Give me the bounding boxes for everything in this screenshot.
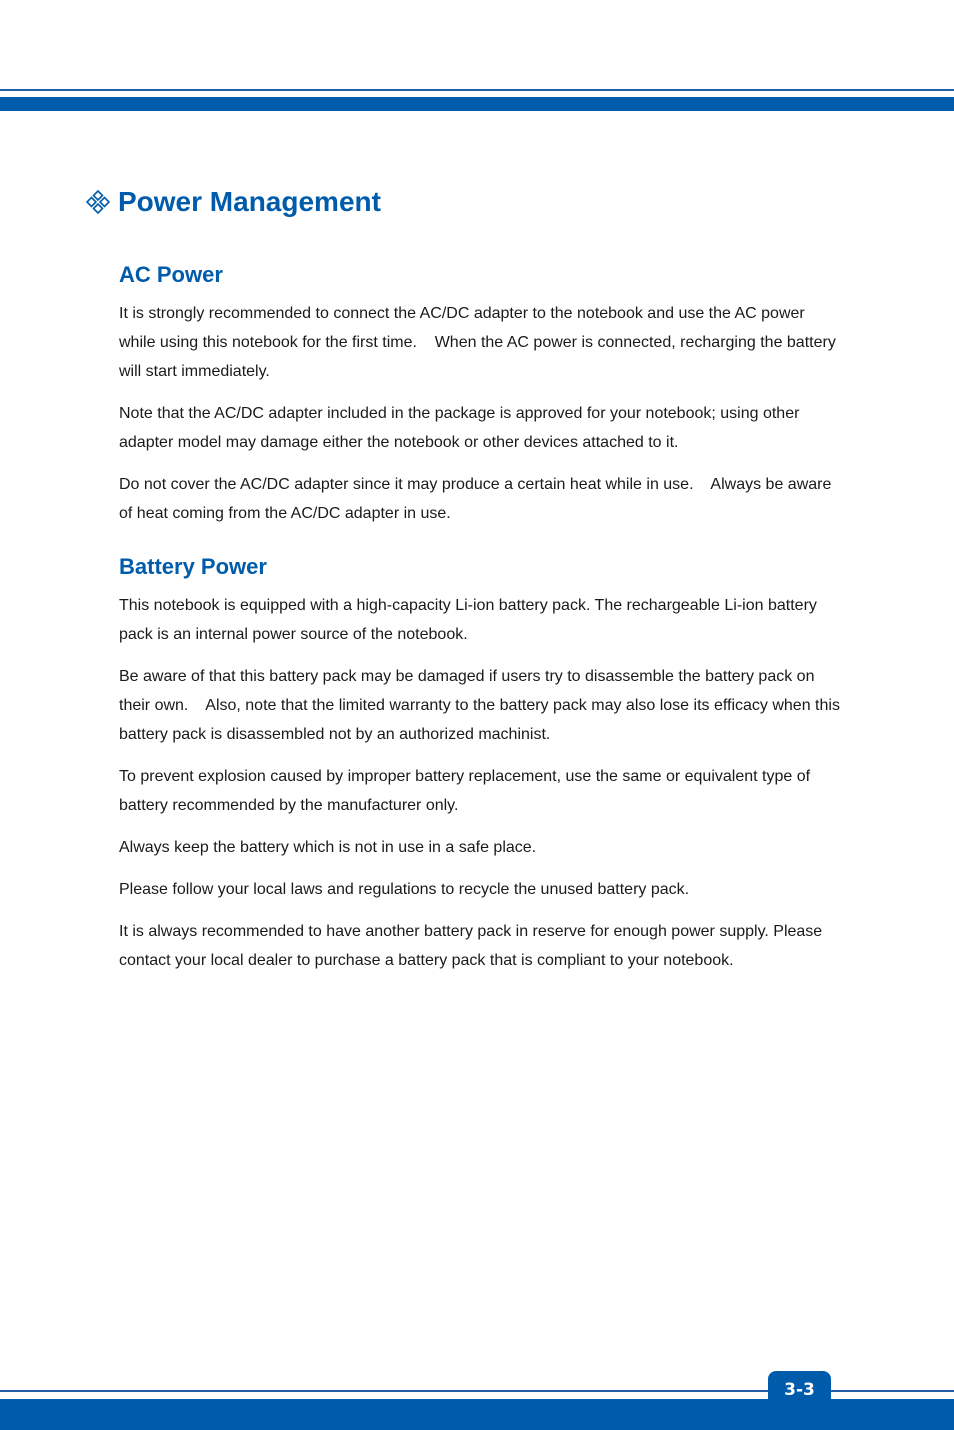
paragraph: It is strongly recommended to connect the AC/DC adapter to the notebook and use the AC power while using this notebook for the first time. When the AC power is connected, recharging the battery will start immediately. (119, 305, 841, 380)
section-heading: Battery Power (119, 554, 267, 579)
header-rule-bar (0, 97, 954, 111)
paragraph: It is always recommended to have another battery pack in reserve for enough power supply. Please contact your local dealer to purchase a battery pack that is compliant to your notebook. (119, 923, 827, 969)
page-number-tab (768, 1371, 831, 1409)
four-diamond-icon (86, 190, 110, 214)
section-battery-power (119, 553, 845, 988)
paragraph: Do not cover the AC/DC adapter since it may produce a certain heat while in use. Always be aware of heat coming from the AC/DC adapter in use. (119, 476, 836, 522)
paragraph: Please follow your local laws and regulations to recycle the unused battery pack. (119, 881, 690, 898)
paragraph: To prevent explosion caused by improper battery replacement, use the same or equivalent type of battery recommended by the manufacturer only. (119, 768, 815, 814)
paragraph: Be aware of that this battery pack may be damaged if users try to disassemble the battery pack on their own. Also, note that the limited warranty to the battery pack may also lose its efficacy when this battery pack is disassembled not by an authorized machinist. (119, 668, 845, 743)
page-title (86, 186, 381, 218)
paragraph: This notebook is equipped with a high-capacity Li-ion battery pack. The rechargeable Li-ion battery pack is an internal power source of the notebook. (119, 597, 822, 643)
section-ac-power (119, 261, 841, 541)
paragraph: Always keep the battery which is not in use in a safe place. (119, 839, 537, 856)
page-number: 3-3 (784, 1380, 815, 1400)
header-rule-thin (0, 89, 954, 91)
paragraph: Note that the AC/DC adapter included in the package is approved for your notebook; using other adapter model may damage either the notebook or other devices attached to it. (119, 405, 804, 451)
section-heading: AC Power (119, 262, 223, 287)
page-title-text: Power Management (118, 186, 381, 217)
